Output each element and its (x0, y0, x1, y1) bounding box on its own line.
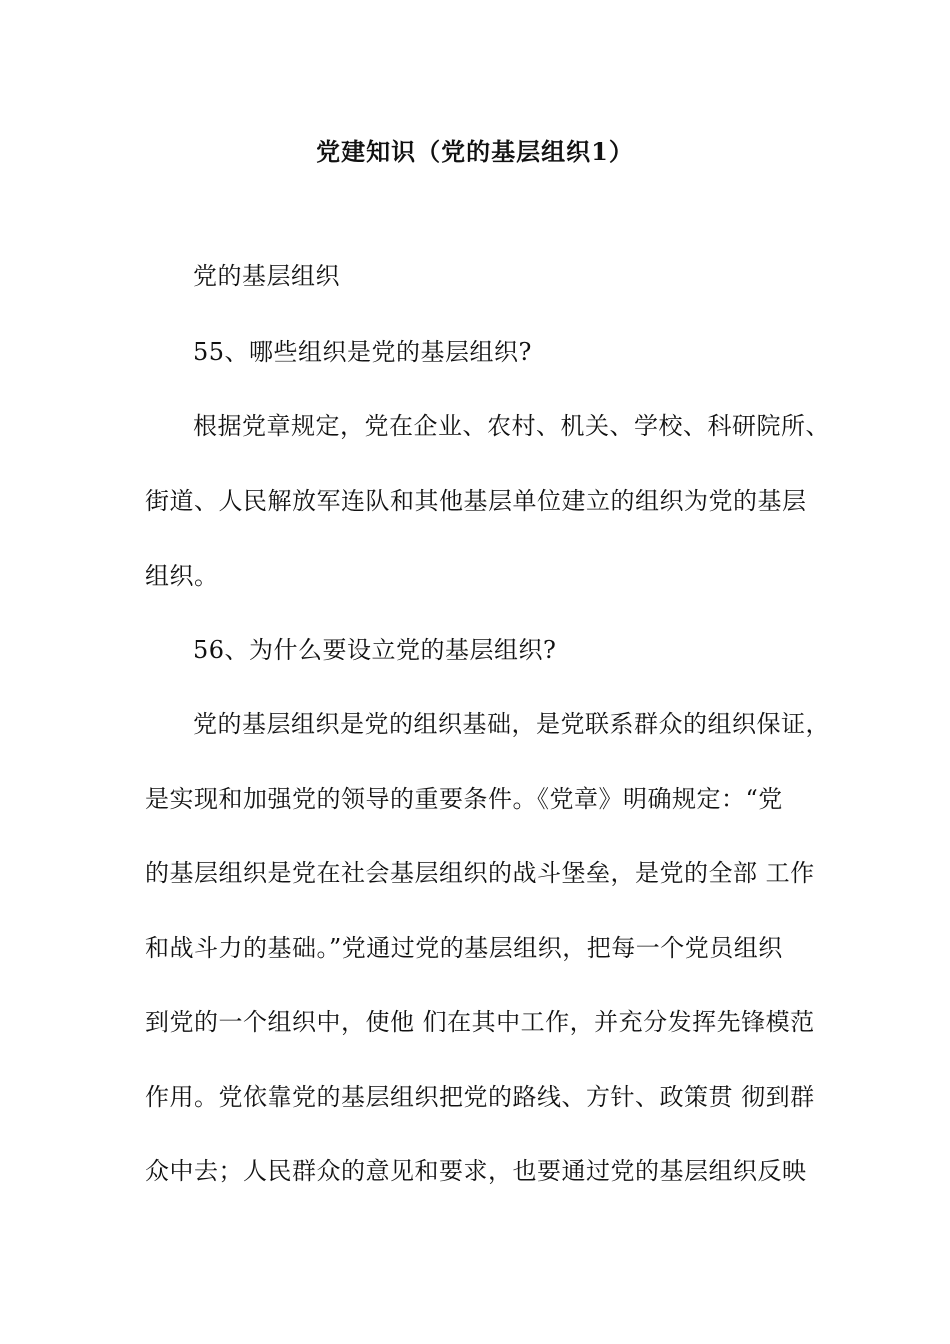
answer-55-line-1: 根据党章规定，党在企业、农村、机关、学校、科研院所、 (193, 412, 830, 440)
answer-56-line-3: 的基层组织是党在社会基层组织的战斗堡垒，是党的全部 工作 (145, 859, 815, 887)
answer-56-line-7: 众中去；人民群众的意见和要求，也要通过党的基层组织反映 (145, 1157, 807, 1185)
answer-56-line-5: 到党的一个组织中，使他 们在其中工作，并充分发挥先锋模范 (145, 1008, 815, 1036)
question-56: 56、为什么要设立党的基层组织? (193, 636, 557, 664)
answer-56-line-2: 是实现和加强党的领导的重要条件。《党章》明确规定：“党 (145, 785, 783, 813)
answer-55-line-2: 街道、人民解放军连队和其他基层单位建立的组织为党的基层 (145, 487, 807, 515)
answer-55-line-3: 组织。 (145, 562, 219, 590)
answer-56-line-1: 党的基层组织是党的组织基础，是党联系群众的组织保证， (193, 710, 830, 738)
question-55: 55、哪些组织是党的基层组织? (193, 338, 532, 366)
document-title: 党建知识（党的基层组织1） (316, 137, 634, 166)
section-heading: 党的基层组织 (193, 262, 340, 290)
answer-56-line-4: 和战斗力的基础。”党通过党的基层组织，把每一个党员组织 (145, 934, 783, 962)
answer-56-line-6: 作用。党依靠党的基层组织把党的路线、方针、政策贯 彻到群 (145, 1083, 815, 1111)
